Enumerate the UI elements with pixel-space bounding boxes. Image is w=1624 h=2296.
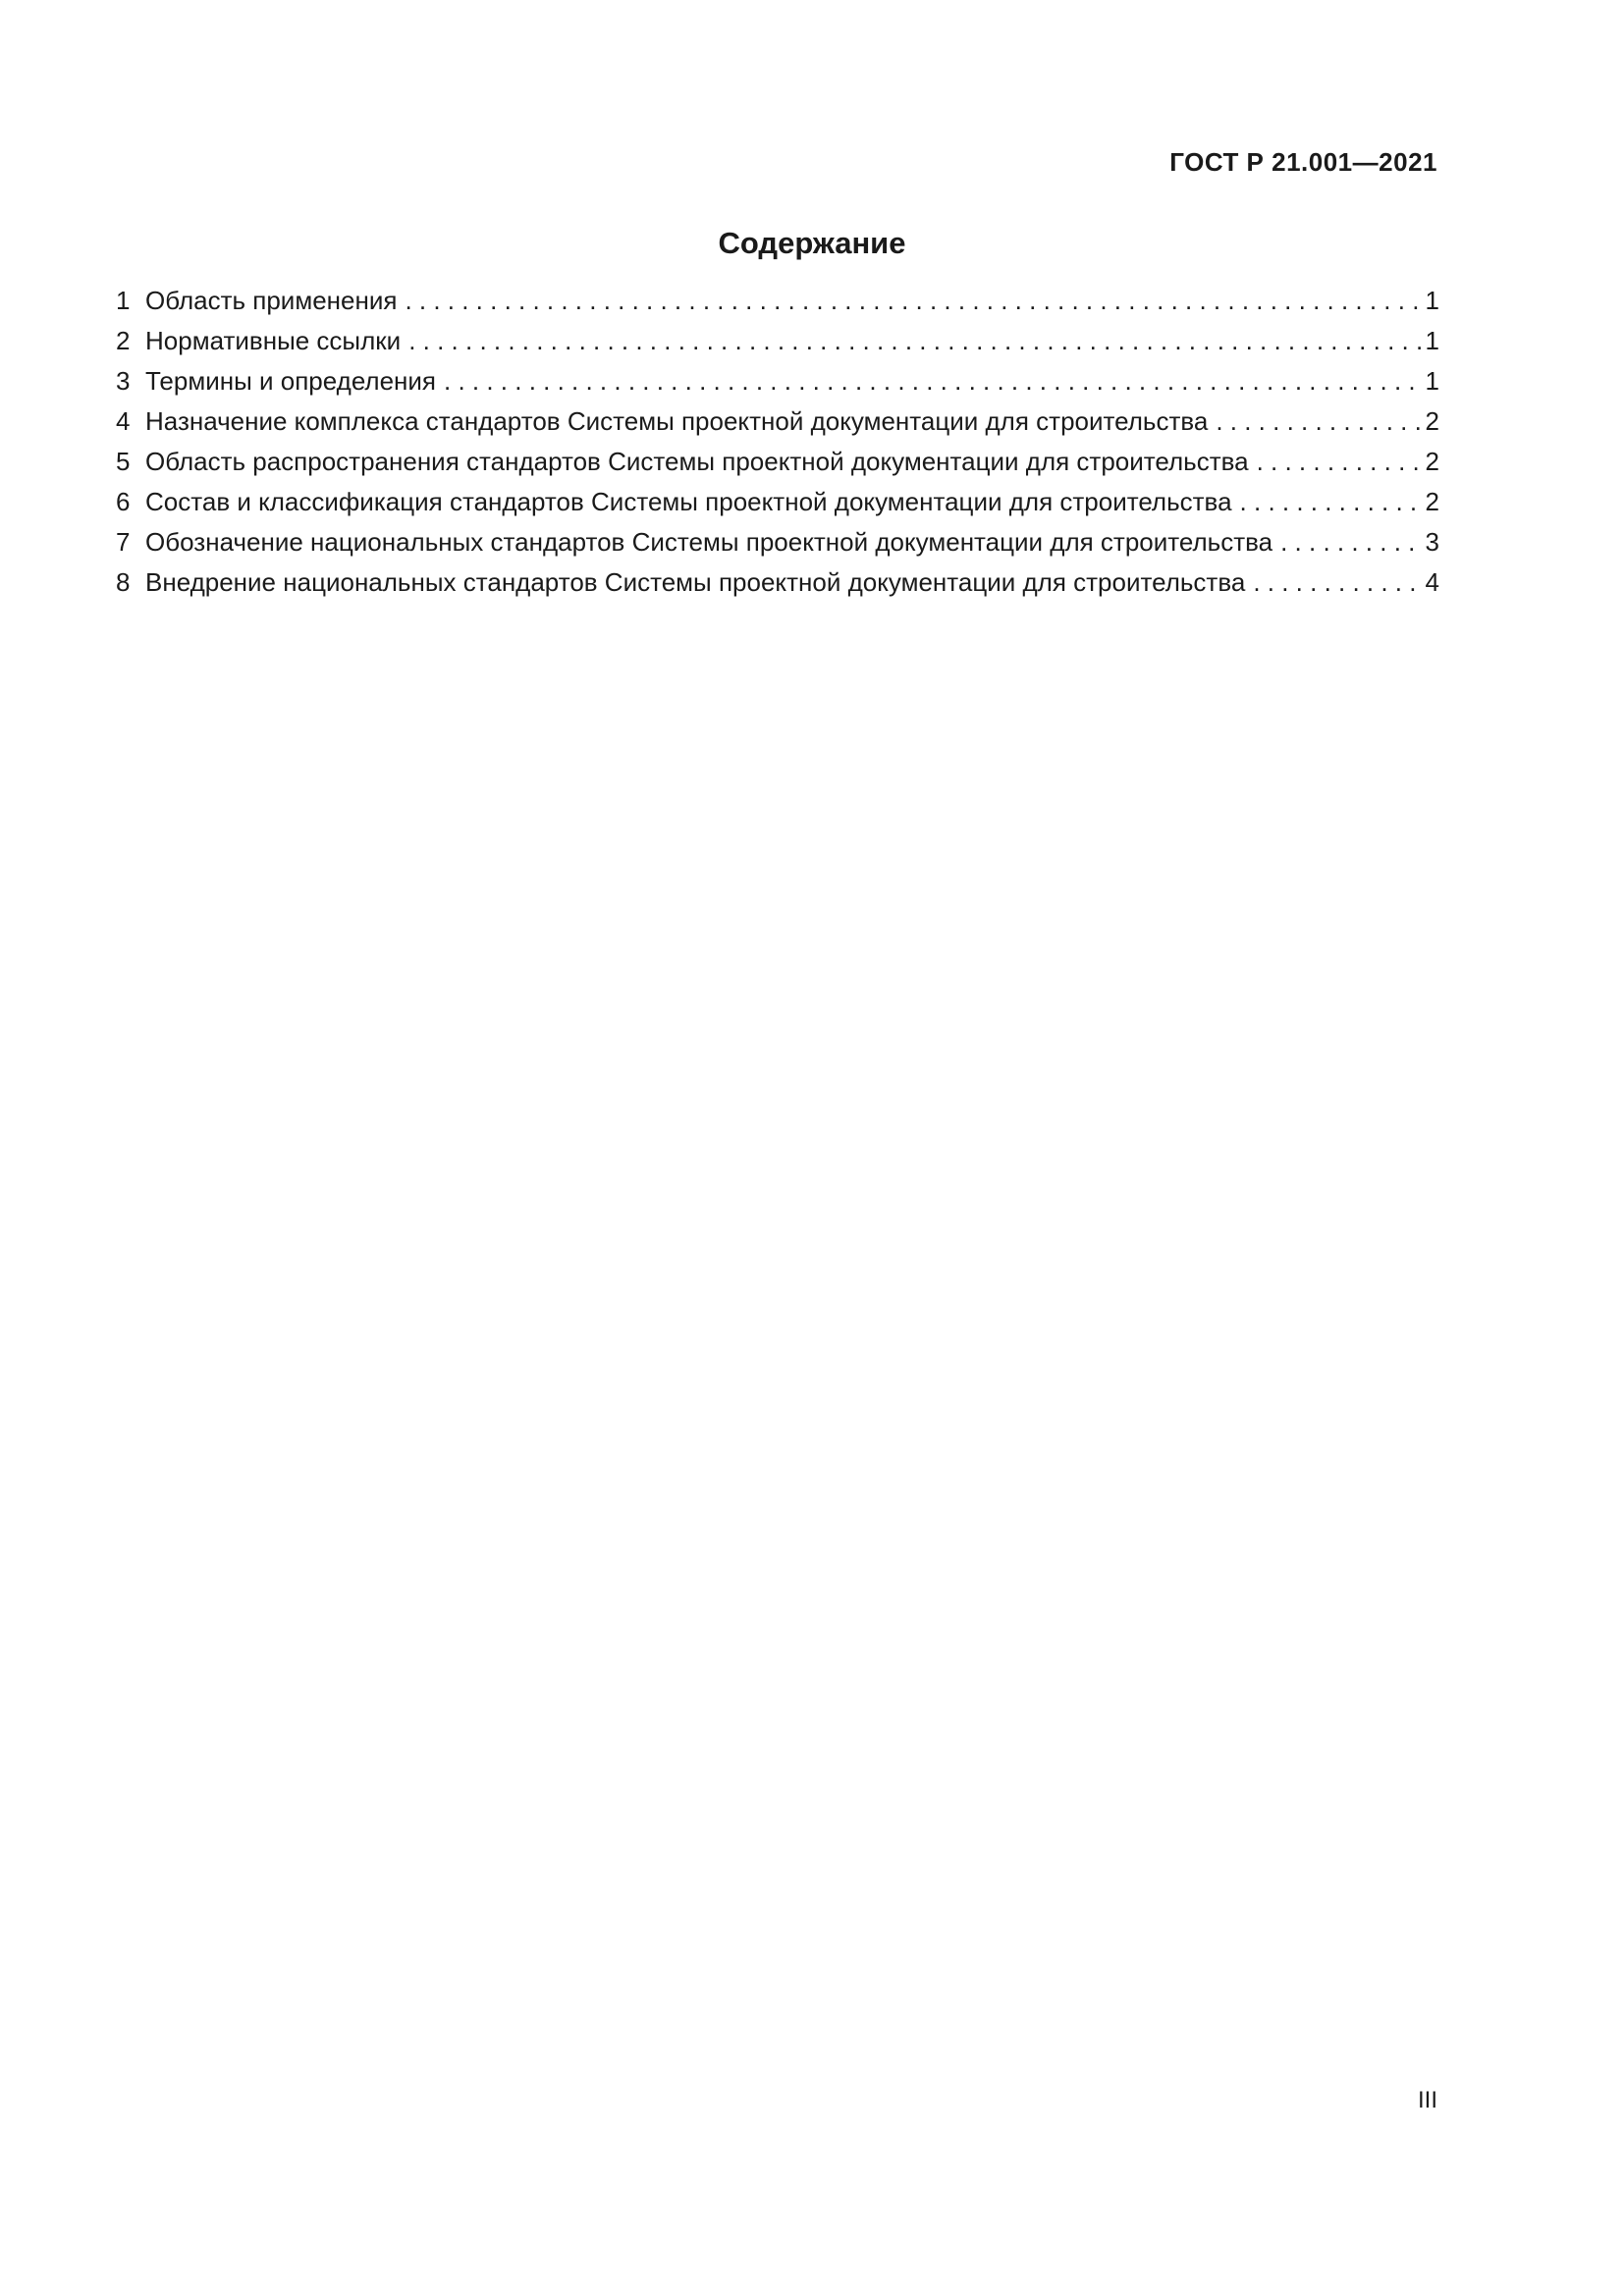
toc-entry[interactable] xyxy=(116,406,1439,447)
toc-entry-title: Нормативные ссылки xyxy=(145,326,402,355)
toc-entry-number: 2 xyxy=(116,326,131,355)
toc-dot-leader xyxy=(408,326,1423,356)
document-designation: ГОСТ Р 21.001—2021 xyxy=(1169,147,1437,177)
toc-entry-title: Область применения xyxy=(145,286,398,315)
toc-entry-page: 3 xyxy=(1425,527,1439,557)
toc-entry-title: Назначение комплекса стандартов Системы проектной документации для строительства xyxy=(145,406,1209,436)
page-number: III xyxy=(1417,2087,1437,2113)
toc-dot-leader xyxy=(1216,406,1423,437)
toc-entry-page: 1 xyxy=(1425,366,1439,396)
toc-dot-leader xyxy=(1240,487,1424,517)
toc-entry[interactable] xyxy=(116,326,1439,366)
toc-entry-number: 3 xyxy=(116,366,131,396)
toc-entry-title: Область распространения стандартов Системы проектной документации для строительства xyxy=(145,447,1249,476)
toc-entry-page: 1 xyxy=(1425,326,1439,355)
toc-entry-number: 6 xyxy=(116,487,131,516)
toc-entry-number: 1 xyxy=(116,286,131,315)
toc-entry-title: Состав и классификация стандартов Системы проектной документации для строительства xyxy=(145,487,1232,516)
toc-entry[interactable] xyxy=(116,447,1439,487)
toc-dot-leader xyxy=(405,286,1423,316)
toc-dot-leader xyxy=(444,366,1424,397)
toc-entry-number: 8 xyxy=(116,567,131,597)
toc-entry-page: 4 xyxy=(1425,567,1439,597)
toc-entry[interactable] xyxy=(116,527,1439,567)
toc-entry-number: 5 xyxy=(116,447,131,476)
toc-entry-page: 2 xyxy=(1425,447,1439,476)
toc-title: Содержание xyxy=(718,226,906,260)
toc-entry-number: 7 xyxy=(116,527,131,557)
toc-entry-page: 2 xyxy=(1425,487,1439,516)
toc-entry-title: Термины и определения xyxy=(145,366,437,396)
toc-dot-leader xyxy=(1257,447,1424,477)
toc-dot-leader xyxy=(1253,567,1423,598)
toc-entry[interactable] xyxy=(116,487,1439,527)
toc-entry-title: Обозначение национальных стандартов Системы проектной документации для строительства xyxy=(145,527,1273,557)
toc-entry[interactable] xyxy=(116,286,1439,326)
toc-dot-leader xyxy=(1280,527,1423,558)
toc-entry-page: 1 xyxy=(1425,286,1439,315)
toc-entry-title: Внедрение национальных стандартов Системы проектной документации для строительства xyxy=(145,567,1246,597)
toc-entry-number: 4 xyxy=(116,406,131,436)
toc-entry[interactable] xyxy=(116,366,1439,406)
table-of-contents xyxy=(116,286,1439,608)
toc-entry-page: 2 xyxy=(1425,406,1439,436)
toc-entry[interactable] xyxy=(116,567,1439,608)
